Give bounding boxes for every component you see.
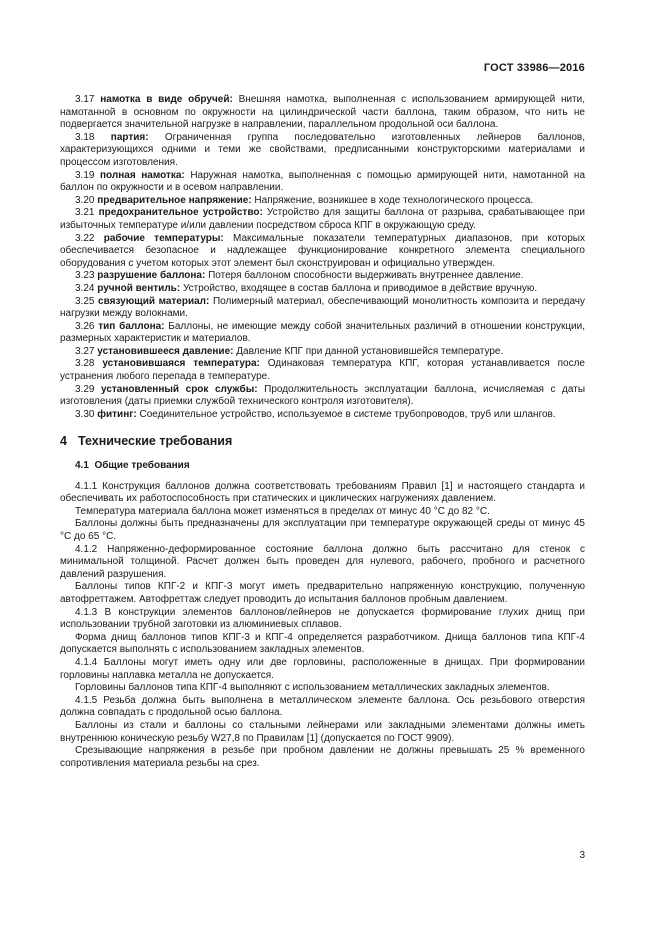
definition-text: Давление КПГ при данной установившейся температуре. xyxy=(236,345,504,357)
requirement-paragraph: Срезывающие напряжения в резьбе при пробном давлении не должны превышать 25 % временного сопротивления материала резьбы на срез. xyxy=(60,745,585,769)
definition-text: Устройство, входящее в состав баллона и приводимое в действие вручную. xyxy=(182,282,538,294)
definition-number: 3.24 xyxy=(75,282,95,294)
definition-item xyxy=(60,358,585,383)
requirement-paragraph: Баллоны типов КПГ-2 и КПГ-3 могут иметь предварительно напряженную конструкцию, полученную автофреттажем. Автофреттаж следует проводить до испытания баллонов пробным давлением. xyxy=(60,581,585,605)
definition-term: установленный срок службы: xyxy=(101,383,258,395)
definition-term: ручной вентиль: xyxy=(97,282,181,294)
definition-number: 3.25 xyxy=(75,295,95,307)
definition-item xyxy=(60,346,585,359)
requirement-paragraph: 4.1.3 В конструкции элементов баллонов/лейнеров не допускается формирование глухих днищ при использовании трубной заготовки из алюминиевых сплавов. xyxy=(60,606,585,631)
definition-text: Баллоны, не имеющие между собой значительных различий в отношении конструкции, размерных характеристик и материалов. xyxy=(60,320,585,345)
requirement-paragraph: 4.1.4 Баллоны могут иметь одну или две горловины, расположенные в днищах. При формировании горловины наплавка металла не допускается. xyxy=(60,656,585,681)
definition-item xyxy=(60,170,585,195)
definition-term: рабочие температуры: xyxy=(103,232,224,244)
definition-text: Наружная намотка, выполненная с помощью армирующей нити, намотанной на баллон по окружности и в осевом направлении. xyxy=(60,169,586,194)
requirement-paragraph: Баллоны из стали и баллоны со стальными лейнерами или закладными элементами должны иметь внутреннюю коническую резьбу W27,8 по Правилам [1] (допускается по ГОСТ 9909). xyxy=(60,719,585,744)
page-number: 3 xyxy=(579,850,585,861)
definition-term: намотка в виде обручей: xyxy=(100,94,233,105)
definition-term: разрушение баллона: xyxy=(97,270,206,282)
definition-term: партия: xyxy=(110,131,149,143)
definition-item xyxy=(60,321,585,346)
subsection-number: 4.1 xyxy=(75,460,89,472)
definition-text: Устройство для защиты баллона от разрыва, срабатывающее при избыточных температуре и/или давлении посредством сброса КПГ в окружающую среду. xyxy=(60,207,585,231)
definition-number: 3.19 xyxy=(75,169,95,181)
definition-text: Напряжение, возникшее в ходе технологического процесса. xyxy=(254,194,534,206)
requirement-paragraph: Баллоны должны быть предназначены для эксплуатации при температуре окружающей среды от минус 45 °С до 65 °С. xyxy=(60,518,585,542)
definition-item xyxy=(60,270,585,283)
definition-number: 3.21 xyxy=(75,207,95,219)
definition-number: 3.28 xyxy=(75,358,95,370)
definition-item xyxy=(60,283,585,296)
definition-term: установившееся давление: xyxy=(97,345,234,357)
definition-term: установившаяся температура: xyxy=(102,358,260,370)
definition-term: связующий материал: xyxy=(98,295,210,307)
definition-item xyxy=(60,195,585,208)
body-text xyxy=(60,94,585,770)
definition-item xyxy=(60,132,585,170)
definition-text: Полимерный материал, обеспечивающий монолитность композита и передачу нагрузки между волокнами. xyxy=(60,295,586,320)
definition-text: Соединительное устройство, используемое в системе трубопроводов, труб или шлангов. xyxy=(139,408,556,420)
requirement-paragraph: Форма днищ баллонов типов КПГ-3 и КПГ-4 определяется разработчиком. Днища баллонов типа КПГ-4 допускается выполнять с использованием закладных элементов. xyxy=(60,631,585,656)
definition-number: 3.18 xyxy=(75,131,95,143)
definition-text: Продолжительность эксплуатации баллона, исчисляемая с даты изготовления (даты приемки службой технического контроля изготовителя). xyxy=(60,383,586,408)
document-id: ГОСТ 33986—2016 xyxy=(483,62,585,74)
section-number: 4 xyxy=(60,434,67,449)
definition-number: 3.23 xyxy=(75,270,95,282)
definition-term: предохранительное устройство: xyxy=(98,207,263,219)
definition-term: фитинг: xyxy=(97,408,137,420)
section-title: Технические требования xyxy=(78,434,233,449)
definition-number: 3.29 xyxy=(75,383,95,395)
requirement-paragraph: Температура материала баллона может изменяться в пределах от минус 40 °С до 82 °С. xyxy=(75,505,490,517)
definitions-list xyxy=(60,94,585,421)
definition-text: Потеря баллоном способности выдерживать внутреннее давление. xyxy=(208,270,524,282)
subsection-title: Общие требования xyxy=(94,460,190,472)
definition-item xyxy=(60,233,585,271)
definition-item xyxy=(60,94,585,132)
requirements-list xyxy=(60,481,585,771)
definition-number: 3.20 xyxy=(75,194,95,206)
document-page xyxy=(60,0,585,935)
definition-term: тип баллона: xyxy=(98,320,165,332)
definition-item xyxy=(60,409,585,422)
requirement-paragraph: 4.1.2 Напряженно-деформированное состояние баллона должно быть рассчитано для стенок с минимальной толщиной. Расчет должен быть проведен для нулевого, рабочего, пробного и расчетного давлений разрушения. xyxy=(60,543,585,580)
definition-number: 3.22 xyxy=(75,232,95,244)
definition-item xyxy=(60,207,585,232)
requirement-paragraph: 4.1.5 Резьба должна быть выполнена в металлическом элементе баллона. Ось резьбового отверстия должна совпадать с продольной осью баллона. xyxy=(60,694,585,719)
definition-number: 3.27 xyxy=(75,345,95,357)
definition-term: полная намотка: xyxy=(100,169,185,181)
definition-number: 3.26 xyxy=(75,320,95,332)
definition-text: Максимальные показатели температурных диапазонов, при которых обеспечивается безопасное и надлежащее функционирование конкретного элемента специального оборудования с учетом которых этот элемент был сконструирован и официально утвержден. xyxy=(60,232,585,269)
definition-number: 3.17 xyxy=(75,94,95,105)
section-heading xyxy=(60,435,585,448)
definition-item xyxy=(60,296,585,321)
requirement-paragraph: Горловины баллонов типа КПГ-4 выполняют с использованием металлических закладных элементов. xyxy=(75,682,550,694)
subsection-heading xyxy=(75,460,585,473)
definition-number: 3.30 xyxy=(75,408,95,420)
requirement-paragraph: 4.1.1 Конструкция баллонов должна соответствовать требованиям Правил [1] и настоящего стандарта и обеспечивать их работоспособность при статических и циклических нагружениях давлением. xyxy=(60,480,585,505)
definition-item xyxy=(60,384,585,409)
definition-text: Ограниченная группа последовательно изготовленных лейнеров баллонов, характеризующихся одними и теми же свойствами, предписанными конструкторскими материалами и процессом изготовления. xyxy=(60,131,586,168)
definition-text: Одинаковая температура КПГ, которая устанавливается после устранения любого перепада в температуре. xyxy=(60,358,585,383)
definition-text: Внешняя намотка, выполненная с использованием армирующей нити, намотанной в основном по окружности на цилиндрической части баллона, таким образом, что нить не подвергается значительной нагрузке в направлении, параллельном продольной оси баллона. xyxy=(60,94,585,131)
definition-term: предварительное напряжение: xyxy=(97,194,252,206)
